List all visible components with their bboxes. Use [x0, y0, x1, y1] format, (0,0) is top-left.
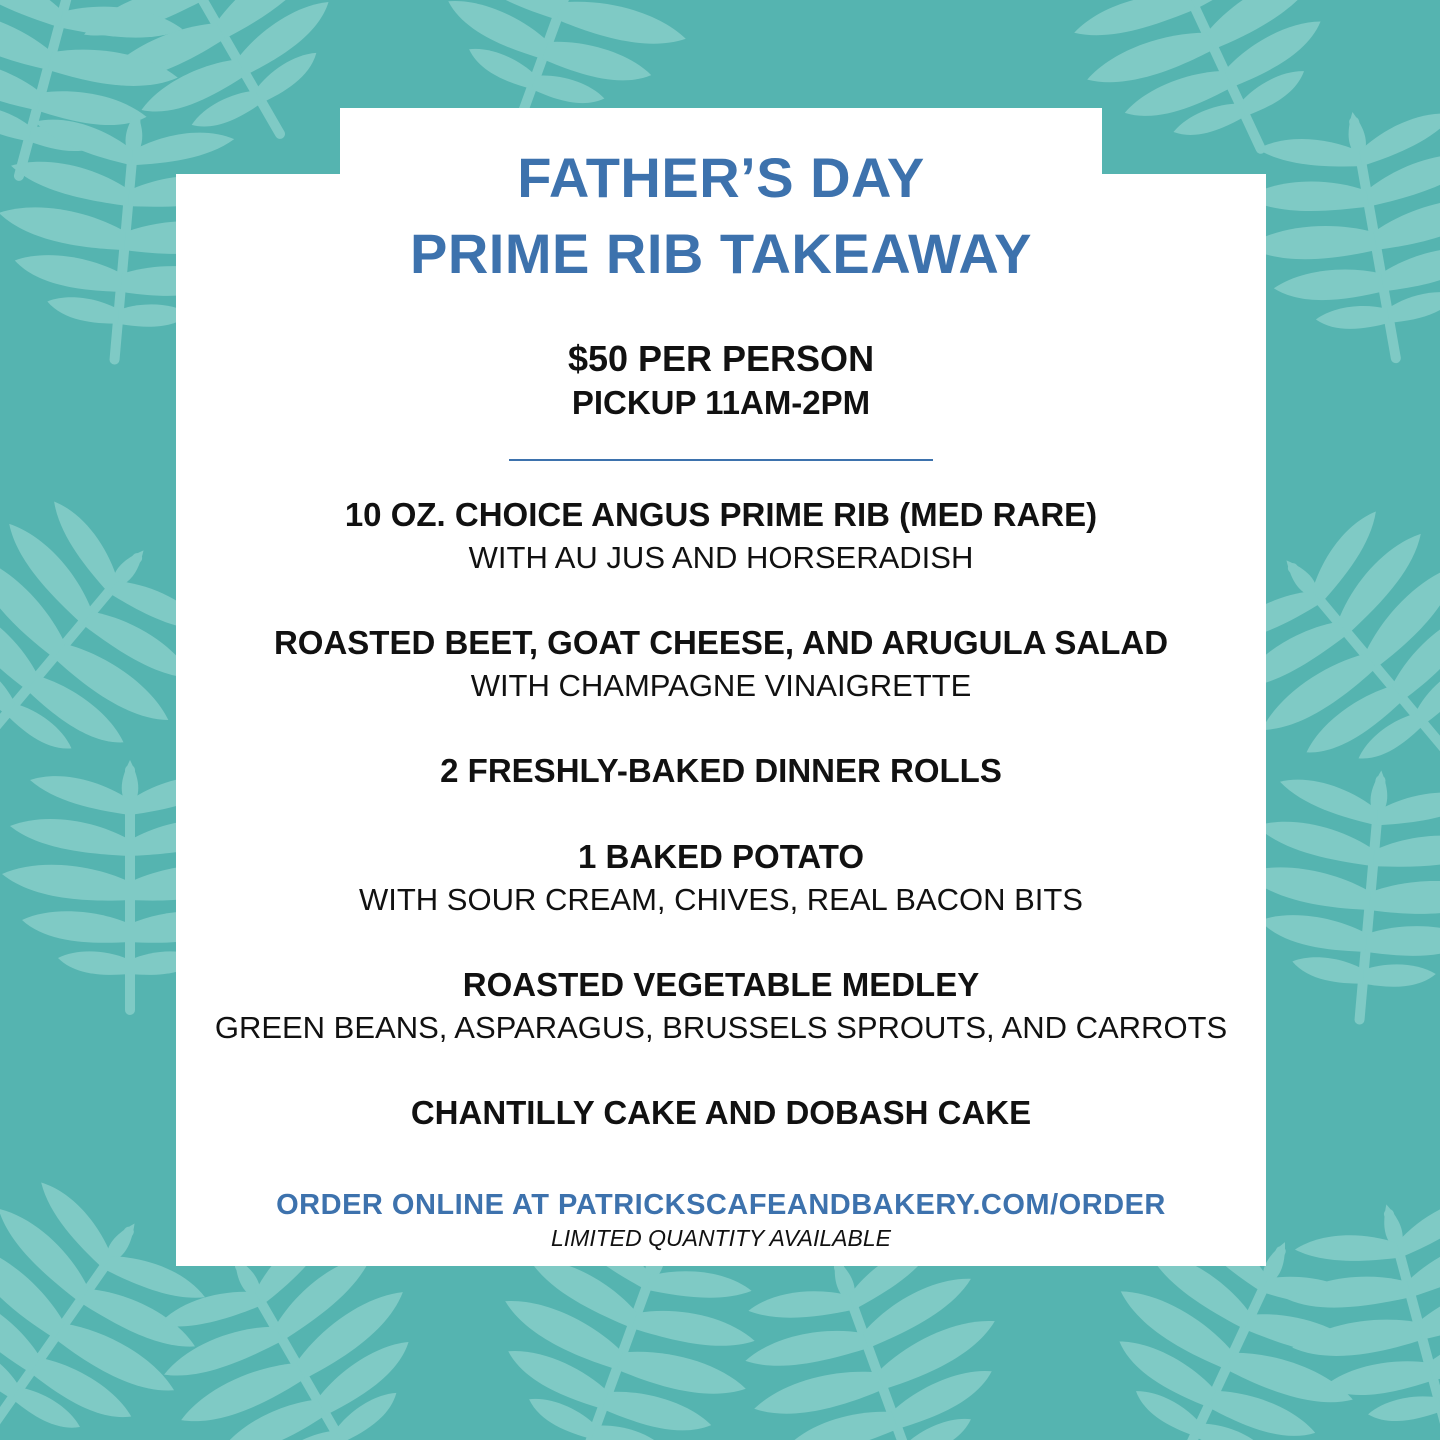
- price-text: $50 PER PERSON: [567, 338, 875, 379]
- divider-line: [509, 459, 933, 461]
- menu-item: [176, 749, 1266, 793]
- pickup-time: PICKUP 11AM-2PM: [571, 384, 871, 421]
- menu-item-name: CHANTILLY CAKE AND DOBASH CAKE: [410, 1094, 1032, 1131]
- title-line-1: FATHER’S DAY: [517, 146, 925, 209]
- menu-item-name: 10 OZ. CHOICE ANGUS PRIME RIB (MED RARE): [344, 496, 1098, 533]
- menu-item-desc: WITH AU JUS AND HORSERADISH: [468, 540, 974, 575]
- limited-quantity-note: LIMITED QUANTITY AVAILABLE: [550, 1225, 891, 1251]
- menu-content: [176, 140, 1266, 1253]
- menu-item-name: ROASTED BEET, GOAT CHEESE, AND ARUGULA SALAD: [273, 624, 1169, 661]
- menu-item-name: ROASTED VEGETABLE MEDLEY: [462, 966, 980, 1003]
- menu-item-desc: WITH SOUR CREAM, CHIVES, REAL BACON BITS: [358, 882, 1083, 917]
- menu-item: [176, 963, 1266, 1049]
- order-online-link[interactable]: ORDER ONLINE AT PATRICKSCAFEANDBAKERY.COM/ORDER: [276, 1189, 1166, 1221]
- menu-item-name: 1 BAKED POTATO: [577, 838, 865, 875]
- menu-item: [176, 1091, 1266, 1135]
- menu-item: [176, 493, 1266, 579]
- menu-item-desc: WITH CHAMPAGNE VINAIGRETTE: [470, 668, 972, 703]
- menu-item: [176, 621, 1266, 707]
- title-line-2: PRIME RIB TAKEAWAY: [410, 222, 1032, 285]
- menu-item: [176, 835, 1266, 921]
- menu-item-name: 2 FRESHLY-BAKED DINNER ROLLS: [440, 752, 1002, 789]
- menu-item-desc: GREEN BEANS, ASPARAGUS, BRUSSELS SPROUTS, AND CARROTS: [214, 1010, 1228, 1045]
